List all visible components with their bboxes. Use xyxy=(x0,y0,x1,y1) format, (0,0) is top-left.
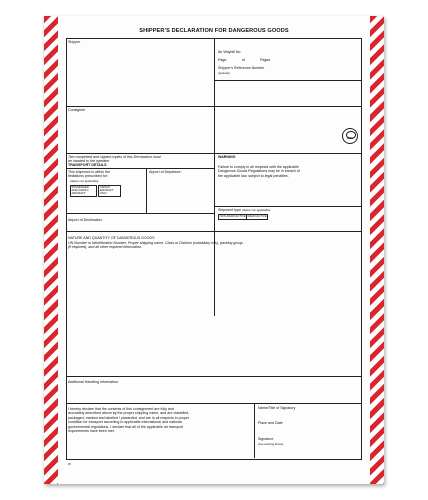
cargo-box-line: ONLY xyxy=(99,191,108,196)
declaration-line: I hereby declare that the contents of this consignment are fully and xyxy=(68,407,174,411)
declaration-line: requirements have been met. xyxy=(68,429,115,434)
nature-instructions xyxy=(68,241,243,250)
form-title: SHIPPER’S DECLARATION FOR DANGEROUS GOODS xyxy=(139,28,289,34)
delete-note: (delete non-applicable) xyxy=(70,179,99,183)
signature-label: Signature xyxy=(258,437,274,441)
passenger-cargo-aircraft-box xyxy=(70,185,97,197)
reference-label: Shipper’s Reference Number xyxy=(218,66,265,70)
page-label: Page xyxy=(218,58,227,62)
passenger-box-line: AIRCRAFT xyxy=(71,191,86,196)
iata-logo-text: IATA xyxy=(347,137,353,140)
passenger-box-line: PASSENGER xyxy=(71,185,89,190)
warning-text xyxy=(218,165,300,178)
cargo-box-line: AIRCRAFT xyxy=(99,188,114,193)
declaration-sheet xyxy=(44,16,384,484)
declaration-line: governmental regulations. I declare that all of the applicable air transport xyxy=(68,424,184,429)
shipment-type-note: (delete non-applicable) xyxy=(241,208,271,212)
transport-details-heading: TRANSPORT DETAILS xyxy=(68,163,107,167)
declaration-line: condition for transport according to applicable international and national xyxy=(68,420,182,425)
airport-destination-label: Airport of Destination: xyxy=(68,218,103,222)
hazard-stripe-right xyxy=(370,16,384,484)
divider xyxy=(254,403,255,458)
divider xyxy=(66,376,361,377)
divider xyxy=(66,153,361,154)
non-radioactive-box: NON-RADIOACTIVE xyxy=(219,214,246,219)
cargo-box-line: CARGO xyxy=(99,185,110,190)
limitations-line: limitations prescribed for: xyxy=(68,174,108,179)
warning-heading: WARNING xyxy=(218,155,236,159)
divider xyxy=(146,168,147,213)
limitations-line: This shipment is within the xyxy=(68,170,111,174)
divider xyxy=(66,403,361,404)
declaration-form xyxy=(66,28,362,468)
signatory-label: Name/Title of Signatory xyxy=(258,406,296,410)
divider xyxy=(66,106,361,107)
passenger-box-line: AND CARGO xyxy=(71,188,89,193)
form-footmark: W xyxy=(68,462,71,466)
of-label: of xyxy=(242,58,245,62)
hazard-stripe-left xyxy=(44,16,58,484)
divider xyxy=(66,213,214,214)
place-date-label: Place and Date xyxy=(258,421,283,425)
copies-note-line: be handed to the operator xyxy=(68,159,110,164)
warning-line: Failure to comply in all respects with the applicable xyxy=(218,165,299,169)
iata-logo xyxy=(342,128,358,144)
divider xyxy=(66,231,361,232)
shipper-label: Shipper xyxy=(68,40,81,44)
declaration-line: accurately described above by the proper shipping name, and are classified, xyxy=(68,411,190,416)
air-waybill-label: Air Waybill No. xyxy=(218,50,242,54)
nature-heading: NATURE AND QUANTITY OF DANGEROUS GOODS xyxy=(68,236,155,240)
shipment-type-text: Shipment type xyxy=(218,208,241,212)
pages-label: Pages xyxy=(260,58,271,62)
cargo-aircraft-only-box xyxy=(98,185,121,197)
optional-note: (optional) xyxy=(218,71,230,75)
divider xyxy=(214,80,361,81)
declaration-line: packaged, marked and labelled / placarded, and are in all respects in proper xyxy=(68,415,190,420)
airport-departure-label: Airport of Departure: xyxy=(149,170,182,174)
warning-line: the applicable law, subject to legal penalties. xyxy=(218,173,289,178)
warning-line: Dangerous Goods Regulations may be in breach of xyxy=(218,169,300,174)
nature-line: UN Number or Identification Number, Proper shipping name, Class or Division (subsidiary risk), packing group xyxy=(68,241,243,245)
radioactive-box: RADIOACTIVE xyxy=(247,214,267,219)
divider xyxy=(214,206,361,207)
nature-line: (if required), and all other required information. xyxy=(68,245,143,250)
consignee-label: Consignee xyxy=(68,108,86,112)
shipment-type-label xyxy=(218,208,270,212)
declaration-text xyxy=(68,407,189,433)
limitations-text xyxy=(68,170,110,179)
see-warning-note: (see warning above) xyxy=(258,442,284,446)
divider xyxy=(66,168,214,169)
copies-note-line: Two completed and signed copies of this Declaration must xyxy=(68,155,161,159)
additional-handling-label: Additional Handling Information xyxy=(68,380,118,384)
